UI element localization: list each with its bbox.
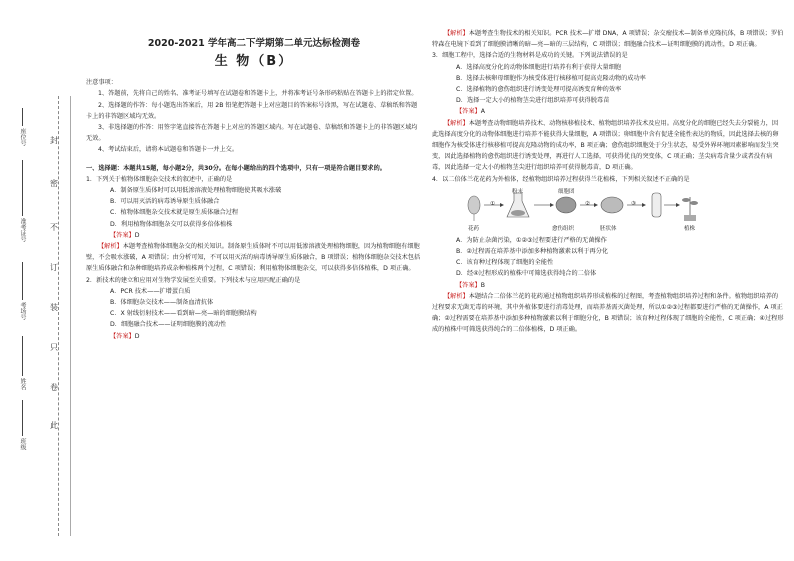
seal-char: 此 — [50, 421, 58, 430]
name-line[interactable] — [22, 336, 23, 376]
name-label: 姓名 — [19, 378, 26, 390]
option-b: B．②过程需在培养基中添加多种植物激素以利于再分化 — [456, 248, 609, 256]
seal-char: 只 — [50, 343, 58, 352]
note-item: 2、选择题的作答：每小题选出答案后，用 2B 铅笔把答题卡上对应题目的答案标号涂黑，写在试题卷、草稿纸和答题卡上的非答题区域均无效。 — [86, 101, 418, 120]
exam-room-line[interactable] — [22, 262, 23, 300]
analysis — [432, 28, 784, 50]
embryoid-icon — [601, 197, 623, 213]
answer-tag: 【答案】 — [110, 332, 135, 340]
arrow-icon — [534, 203, 554, 207]
option-d: D．选择一定大小的植物茎尖进行组织培养可获得脱毒苗 — [456, 97, 610, 105]
option-c: C．X 射线衍射技术——看到暗—亮—暗的细胞膜结构 — [110, 310, 257, 318]
binding-margin — [0, 0, 82, 561]
note-item: 1、答题前，先将自己的姓名、准考证号填写在试题卷和答题卡上，并将准考证号条形码粘贴在答题卡上的指定位置。 — [98, 90, 418, 98]
label-plant: 植株 — [684, 225, 696, 232]
note-item: 4、考试结束后，请将本试题卷和答题卡一并上交。 — [98, 146, 239, 154]
option-c: C．选择植物的愈伤组织进行诱变处理可提高诱变育种的效率 — [456, 86, 622, 94]
seal-char: 订 — [50, 263, 58, 272]
analysis-tag: 【解析】 — [444, 119, 469, 127]
seat-number-line[interactable] — [22, 108, 23, 126]
analysis-tag: 【解析】 — [444, 292, 469, 300]
option-b: B．体细胞杂交技术——制备血清抗体 — [110, 299, 214, 307]
option-c: C．该育种过程体现了细胞的全能性 — [456, 259, 554, 267]
option-a: A．PCR 技术——扩增蛋白质 — [110, 287, 191, 295]
exam-subject: 生 物（B） — [214, 54, 294, 69]
seal-line — [70, 96, 71, 536]
question-stem: 3．细胞工程中，选择合适的生物材料是成功的关键。下列说法错误的是 — [432, 52, 628, 60]
plant-icon — [682, 197, 698, 221]
label-embryoid: 胚状体 — [600, 225, 617, 232]
option-c: C．植物体细胞杂交技术就是原生质体融合过程 — [110, 209, 239, 217]
answer-line — [86, 331, 422, 342]
seal-line-dashed — [58, 96, 59, 536]
question-stem: 2．新技术的建立和应用对生物学发展至关重要。下列技术与应用匹配正确的是 — [86, 276, 301, 284]
answer-line — [432, 280, 784, 291]
seal-char: 不 — [50, 223, 58, 232]
analysis-text: 本题考查生物技术的相关知识。PCR 技术—扩增 DNA，A 项错误；杂交瘤技术—制备单克隆抗体，B 项错误；罗伯特森在电镜下看到了细胞膜清晰的暗—亮—暗的三层结构，C 项错误；细胞融合技术—证明细胞膜的流动性，D 项正确。 — [432, 30, 784, 49]
answer-value: D — [134, 332, 140, 340]
answer-value: D — [134, 231, 140, 239]
answer-line — [86, 230, 422, 241]
analysis-text: 本题考查植物体细胞杂交的相关知识。制备原生质体时不可以用低渗溶液处理植物细胞，因为植物细胞有细胞壁，不会吸水涨破，A 项错误；由分析可知，不可以用灭活的病毒诱导原生质体融合，B 项错误；植物体细胞杂交技术包括原生质体融合和杂种细胞培养成杂种植株两个过程，C 项错误；利用植物体细胞杂交，可以获得多倍体植株，D 项正确。 — [86, 243, 421, 273]
analysis-text: 本题结合二倍体兰花的花药通过植物组织培养形成植株的过程图，考查植物组织培养过程和条件。植物组织培养的过程要求无菌无毒的环境，其中外植体要进行消毒处理，而培养基需灭菌处理，所以①②③过程都要进行严格的无菌操作，A 项正确；②过程需要在培养基中添加多种植物激素以利于细胞分化，B 项错误；该育种过程体现了细胞的全能性，C 项正确；④过程形成的植株中可筛选获得纯合的二倍体植株，D 项正确。 — [432, 292, 784, 334]
analysis-tag: 【解析】 — [98, 243, 123, 251]
anther-icon — [468, 196, 480, 221]
option-d: D．经④过程形成的植株中可筛选获得纯合的二倍体 — [456, 270, 597, 278]
label-anther: 花药 — [468, 225, 480, 232]
option-a: A．选择高度分化的动物体细胞进行培养有利于获得大量细胞 — [456, 63, 622, 71]
seal-char: 卷 — [50, 383, 58, 392]
option-a: A．为防止杂菌污染，①②③过程要进行严格的无菌操作 — [456, 236, 607, 244]
label-cell-mass: 细胞团 — [558, 188, 575, 195]
section-heading: 一、选择题：本题共15题，每小题2分，共30分。在每小题给出的四个选项中，只有一项是符合题目要求的。 — [86, 164, 386, 172]
notes-heading: 注意事项： — [86, 79, 117, 87]
analysis-text: 本题考查动物细胞培养技术、动物核移植技术、植物组织培养技术及应用。高度分化的细胞已经失去分裂能力，因此选择高度分化的动物体细胞进行培养不能获得大量细胞，A 项错误；卵细胞中含有促进全能性表达的物质，因此选择去核的卵细胞作为核受体进行核移植可提高克隆动物的成功率，B 项正确；愈伤组织细胞处于分生状态，易受外界环境因素影响而发生突变，因此选择植物的愈伤组织进行诱变处理，再进行人工选择，可获得优良的突变体，C 项正确；茎尖病毒含量少或者没有病毒，因此选择一定大小的植物茎尖进行组织培养可获得脱毒苗，D 项正确。 — [432, 119, 779, 172]
culture-process-figure — [432, 187, 784, 233]
note-item: 3、非选择题的作答：用签字笔直接答在答题卡上对应的答题区域内。写在试题卷、草稿纸和答题卡上的非答题区域均无效。 — [86, 124, 418, 143]
question-stem: 1．下列关于植物体细胞杂交技术的叙述中，正确的是 — [86, 175, 233, 183]
answer-tag: 【答案】 — [456, 281, 481, 289]
option-b: B．选择去核卵母细胞作为核受体进行核移植可提高克隆动物的成功率 — [456, 74, 646, 82]
right-column — [432, 28, 784, 336]
exam-room-label: 考场号 — [19, 302, 26, 320]
option-d: D．细胞融合技术——证明细胞膜的流动性 — [110, 321, 227, 329]
class-line[interactable] — [22, 400, 23, 436]
class-label: 班级 — [19, 438, 26, 450]
option-b: B．可以用灭活的病毒诱导原生质体融合 — [110, 198, 220, 206]
label-step-3: ③ — [631, 200, 636, 207]
left-column — [86, 0, 422, 342]
answer-tag: 【答案】 — [456, 108, 481, 116]
answer-line — [432, 106, 784, 117]
tube-icon — [652, 193, 661, 217]
answer-value: A — [480, 108, 485, 116]
exam-number-label: 准考证号 — [19, 218, 26, 242]
analysis — [86, 241, 422, 275]
process-diagram — [462, 187, 702, 233]
seal-char: 封 — [50, 136, 58, 145]
seal-char: 装 — [50, 303, 58, 312]
label-step-1: ① — [490, 200, 495, 207]
answer-value: B — [480, 281, 485, 289]
seal-char: 密 — [50, 179, 58, 188]
callus-icon — [556, 197, 576, 213]
label-powder: 粉末 — [512, 188, 524, 195]
answer-tag: 【答案】 — [110, 231, 135, 239]
option-a: A．制备原生质体时可以用低渗溶液处理植物细胞使其吸水涨破 — [110, 187, 282, 195]
question-stem: 4．以二倍体兰花花药为外植体，经植物组织培养过程获得兰花植株，下列相关叙述不正确的是 — [432, 175, 690, 183]
arrow-icon — [664, 203, 680, 207]
seat-number-label: 座位号 — [19, 128, 26, 146]
exam-number-line[interactable] — [22, 160, 23, 216]
exam-title: 2020-2021 学年高二下学期第二单元达标检测卷 — [147, 38, 361, 49]
arrow-icon — [627, 203, 646, 207]
analysis — [432, 118, 784, 174]
label-step-2: ② — [585, 200, 590, 207]
label-callus: 愈伤组织 — [552, 225, 575, 232]
option-d: D．利用植物体细胞杂交可以获得多倍体植株 — [110, 220, 233, 228]
analysis — [432, 291, 784, 336]
analysis-tag: 【解析】 — [444, 30, 469, 37]
